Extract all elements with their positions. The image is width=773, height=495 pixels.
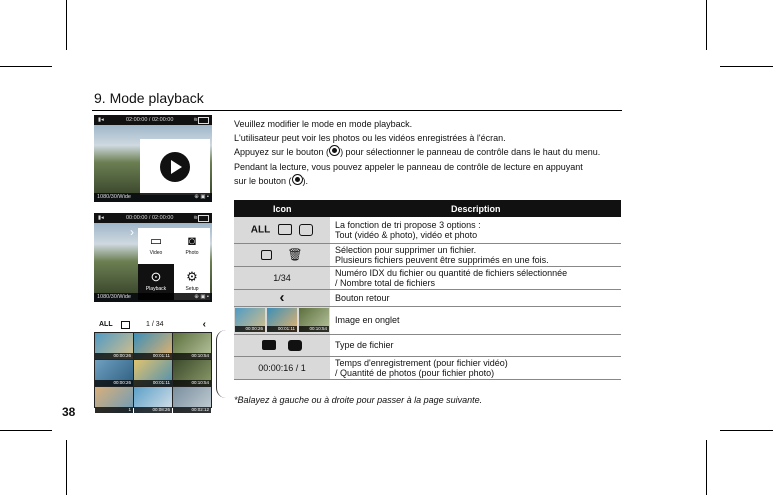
thumbnail-strip (234, 307, 330, 333)
recording-time: 02:00:00 / 02:00:00 (126, 117, 174, 123)
crop-mark (706, 440, 707, 495)
crop-mark (720, 66, 773, 67)
status-bar (94, 213, 212, 223)
thumbnail[interactable]: 00:01:11 (134, 333, 172, 359)
row-icon (234, 289, 331, 306)
menu-label: Playback (145, 286, 167, 292)
table-row (234, 289, 621, 306)
row-description: Temps d'enregistrement (pour fichier vidéo) / Quantité de photos (pour fichier photo) (331, 356, 622, 379)
row-description: Image en onglet (331, 306, 622, 334)
gallery-screen (94, 318, 212, 412)
video-mode-icon: ▮◂ (98, 117, 104, 123)
row-icon (234, 306, 331, 334)
play-icon (160, 152, 190, 182)
menu-label: Photo (185, 250, 199, 256)
crop-mark (66, 0, 67, 50)
photo-camera-icon (299, 224, 313, 236)
playback-icon: ⊙ (150, 269, 162, 284)
photo-camera-icon: ◙ (188, 233, 196, 248)
battery-icon (198, 117, 209, 124)
video-file-icon (262, 340, 276, 350)
thumbnail[interactable]: 00:02:12 (173, 387, 211, 413)
file-counter: 1 / 34 (146, 321, 164, 328)
playback-screen (94, 115, 212, 202)
crop-mark (706, 0, 707, 50)
menu-item-photo[interactable] (174, 228, 210, 264)
table-row (234, 306, 621, 334)
thumbnail: 00:00:26 (235, 308, 265, 332)
thumbnail[interactable]: 00:00:26 (95, 360, 133, 386)
table-row (234, 243, 621, 266)
menu-label: Setup (185, 286, 199, 292)
battery-icon (198, 215, 209, 222)
icon-description-table (234, 200, 621, 380)
title-divider (92, 110, 622, 111)
bottom-bar (94, 293, 212, 302)
menu-item-video[interactable] (138, 228, 174, 264)
video-mode-icon: ▮◂ (98, 215, 104, 221)
back-chevron-icon: ‹ (279, 288, 285, 306)
table-row (234, 266, 621, 289)
intro-line: L'utilisateur peut voir les photos ou les vidéos enregistrées à l'écran. (234, 133, 506, 144)
thumbnail[interactable]: 00:10:54 (173, 333, 211, 359)
settings-icons: ⊕ ▣ ▪ (194, 294, 209, 300)
row-description: La fonction de tri propose 3 options : Tout (vidéo & photo), vidéo et photo (331, 217, 622, 243)
intro-line: Veuillez modifier le mode en mode playback. (234, 119, 413, 129)
wifi-icon: ≋ (193, 215, 198, 221)
intro-line: sur le bouton ( ). (234, 175, 309, 186)
row-icon: 1/34 (234, 266, 331, 289)
table-row (234, 356, 621, 379)
resolution-label: 1080/30/Wide (97, 194, 131, 200)
filter-all-button[interactable]: ALL (99, 321, 113, 328)
back-icon[interactable]: ‹ (202, 319, 206, 330)
table-row (234, 334, 621, 356)
photo-file-icon (288, 340, 302, 351)
sort-all-icon: ALL (250, 224, 271, 236)
header-description: Description (331, 200, 622, 217)
thumbnail[interactable]: 00:00:26 (95, 333, 133, 359)
crop-mark (66, 440, 67, 495)
menu-screen (94, 213, 212, 302)
crop-mark (720, 430, 773, 431)
thumbnail[interactable]: 00:01:11 (134, 360, 172, 386)
page-number: 38 (62, 405, 76, 419)
resolution-label: 1080/30/Wide (97, 294, 131, 300)
row-description: Sélection pour supprimer un fichier. Plusieurs fichiers peuvent être supprimés en une fois. (331, 243, 622, 266)
thumbnail: 00:01:11 (267, 308, 297, 332)
row-icon (234, 243, 331, 266)
select-box-icon (261, 250, 272, 260)
thumbnail[interactable]: 00:08:26 (134, 387, 172, 413)
gallery-toolbar (94, 318, 212, 332)
row-description: Bouton retour (331, 289, 622, 306)
row-icon (234, 334, 331, 356)
mode-button-icon (292, 174, 303, 185)
table-header (234, 200, 621, 217)
settings-icons: ⊕ ▣ ▪ (194, 194, 209, 200)
delete-select-icon[interactable] (121, 321, 130, 329)
recording-time: 00:00:00 / 02:00:00 (126, 215, 174, 221)
row-icon (234, 217, 331, 243)
intro-line: Pendant la lecture, vous pouvez appeler le panneau de contrôle de lecture en appuyant (234, 161, 583, 172)
thumbnail[interactable]: 1 (95, 387, 133, 413)
mode-button-icon (329, 145, 340, 156)
section-title: 9. Mode playback (94, 90, 204, 106)
video-camera-icon (278, 224, 292, 235)
crop-mark (0, 430, 52, 431)
intro-line: Appuyez sur le bouton ( ) pour sélectionner le panneau de contrôle dans le haut du menu. (234, 147, 601, 158)
mode-menu (138, 228, 210, 300)
chevron-right-icon[interactable]: › (130, 225, 134, 239)
crop-mark (0, 66, 52, 67)
video-camera-icon: ▭ (149, 233, 163, 248)
trash-icon: 🗑 (287, 247, 303, 262)
header-icon: Icon (234, 200, 331, 217)
footnote: *Balayez à gauche ou à droite pour passer à la page suivante. (234, 395, 483, 405)
bottom-bar (94, 193, 212, 202)
status-bar (94, 115, 212, 125)
row-icon: 00:00:16 / 1 (234, 356, 331, 379)
row-description: Numéro IDX du fichier ou quantité de fichiers sélectionnée / Nombre total de fichiers (331, 266, 622, 289)
menu-label: Video (149, 250, 163, 256)
play-button[interactable] (140, 139, 210, 195)
intro-text (234, 117, 600, 188)
table-row (234, 217, 621, 243)
thumbnail: 00:10:54 (299, 308, 329, 332)
gear-icon: ⚙ (186, 269, 198, 284)
bracket (216, 330, 227, 398)
wifi-icon: ≋ (193, 117, 198, 123)
thumbnail[interactable]: 00:10:54 (173, 360, 211, 386)
row-description: Type de fichier (331, 334, 622, 356)
